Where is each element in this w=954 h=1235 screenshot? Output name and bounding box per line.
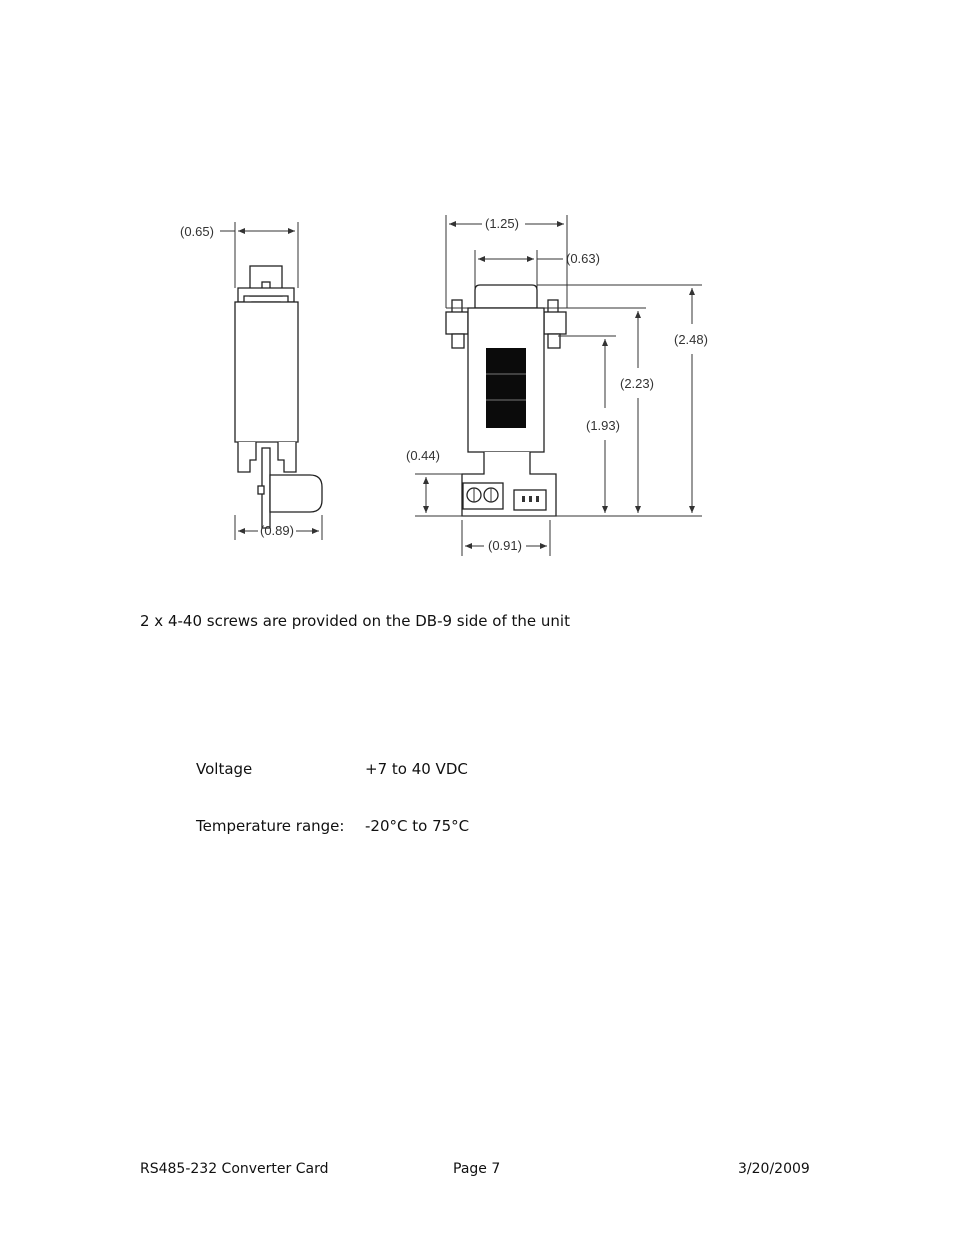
spec-voltage-value: +7 to 40 VDC	[365, 760, 468, 778]
side-top-width-label: (0.65)	[180, 224, 214, 239]
dimension-drawing	[150, 190, 750, 580]
side-bottom-width-label: (0.89)	[260, 523, 294, 538]
overall-height-label: (2.48)	[674, 332, 708, 347]
side-view	[180, 222, 322, 540]
footer-document-title: RS485-232 Converter Card	[140, 1161, 329, 1177]
spec-voltage-label: Voltage	[196, 760, 253, 778]
front-connector-width-label: (0.63)	[566, 251, 600, 266]
footer-date: 3/20/2009	[738, 1161, 810, 1177]
front-overall-width-label: (1.25)	[485, 216, 519, 231]
spec-temperature-label: Temperature range:	[196, 817, 345, 835]
front-view	[406, 215, 708, 556]
spec-temperature-value: -20°C to 75°C	[365, 817, 470, 835]
body-height-label: (1.93)	[586, 418, 620, 433]
screw-note: 2 x 4-40 screws are provided on the DB-9 side of the unit	[140, 612, 570, 630]
base-width-label: (0.91)	[488, 538, 522, 553]
footer-page-number: Page 7	[453, 1161, 501, 1177]
terminal-height-label: (0.44)	[406, 448, 440, 463]
mid-height-label: (2.23)	[620, 376, 654, 391]
